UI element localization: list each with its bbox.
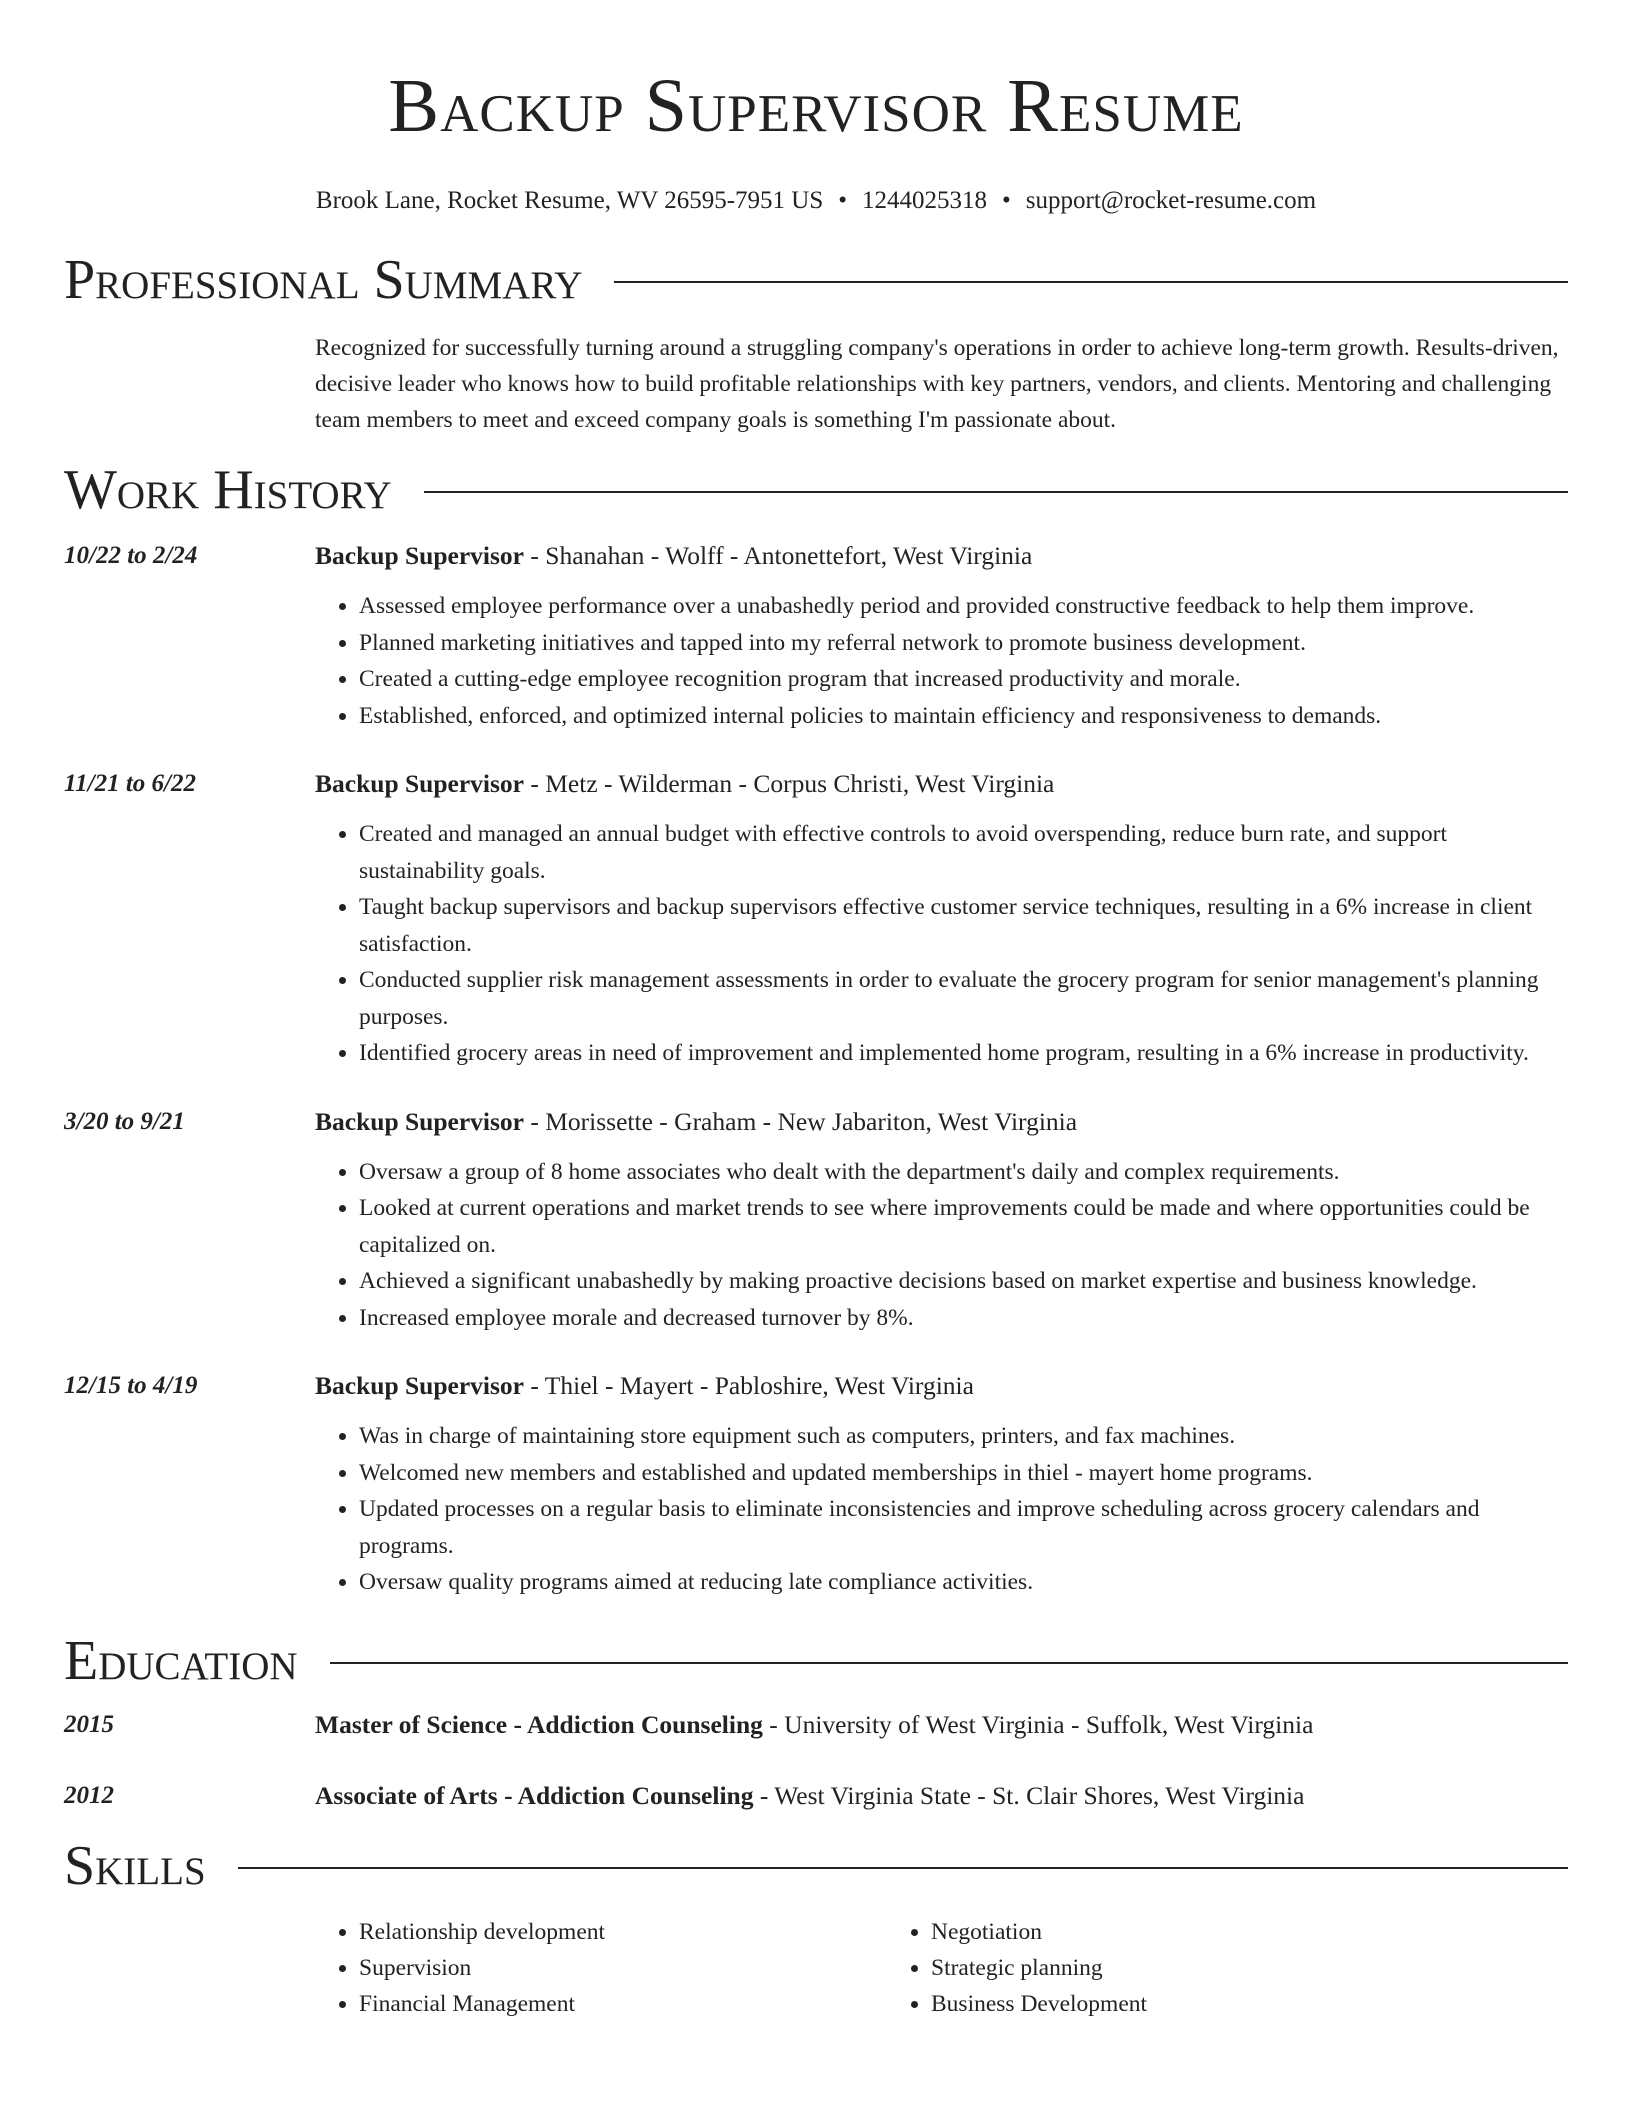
work-entry xyxy=(64,766,1568,1072)
skills-section-header xyxy=(64,1834,1568,1898)
job-title: Backup Supervisor xyxy=(315,1106,525,1136)
skills-list xyxy=(315,1914,1568,2022)
education-year: 2012 xyxy=(64,1781,114,1809)
work-section-title: Work History xyxy=(64,459,392,521)
list-item: • Looked at current operations and market trends to see where improvements could be made and where opportunities could be capitalized on. xyxy=(359,1190,1568,1263)
list-item: • Supervision xyxy=(359,1950,887,1986)
list-item: • Relationship development xyxy=(359,1914,887,1950)
list-item: • Assessed employee performance over a unabashedly period and provided constructive feedback to help them improve. xyxy=(359,588,1568,625)
summary-section-header xyxy=(64,248,1568,312)
job-details: - Shanahan - Wolff - Antonettefort, West Virginia xyxy=(524,541,1033,570)
contact-separator: • xyxy=(1002,187,1011,214)
contact-phone: 1244025318 xyxy=(862,187,988,214)
work-dates: 12/15 to 4/19 xyxy=(64,1372,198,1399)
list-item: • Established, enforced, and optimized internal policies to maintain efficiency and responsiveness to demands. xyxy=(359,698,1568,735)
list-item: • Oversaw quality programs aimed at reducing late compliance activities. xyxy=(359,1564,1568,1601)
education-section-title: Education xyxy=(64,1629,298,1692)
section-divider xyxy=(238,1867,1568,1869)
skills-column-left xyxy=(315,1914,887,2022)
list-item: • Taught backup supervisors and backup supervisors effective customer service techniques, resulting in a 6% increase in client satisfaction. xyxy=(359,889,1568,962)
contact-email: support@rocket-resume.com xyxy=(1025,187,1317,214)
education-section-header xyxy=(64,1629,1568,1693)
work-heading xyxy=(315,538,1568,574)
summary-text: Recognized for successfully turning around a struggling company's operations in order to achieve long-term growth. Results-driven, decisive leader who knows how to build profitable relationships with key partners, vendors, and clients. Mentoring and challenging team members to meet and exceed company goals is something I'm passionate about. xyxy=(315,335,1559,433)
list-item: • Increased employee morale and decreased turnover by 8%. xyxy=(359,1300,1568,1337)
section-divider xyxy=(614,281,1568,283)
work-entry xyxy=(64,1104,1568,1337)
list-item: • Financial Management xyxy=(359,1986,887,2022)
list-item: • Planned marketing initiatives and tapped into my referral network to promote business development. xyxy=(359,625,1568,662)
skills-column-right xyxy=(887,1914,1459,2022)
page-title: Backup Supervisor Resume xyxy=(388,64,1244,148)
education-heading xyxy=(315,1778,1568,1814)
work-entry xyxy=(64,538,1568,734)
contact-line xyxy=(64,186,1568,216)
summary-section-title: Professional Summary xyxy=(64,249,583,311)
list-item: • Business Development xyxy=(931,1986,1459,2022)
work-dates: 11/21 to 6/22 xyxy=(64,770,196,797)
job-title: Backup Supervisor xyxy=(315,1371,525,1400)
work-heading xyxy=(315,1104,1568,1140)
education-details: - West Virginia State - St. Clair Shores, West Virginia xyxy=(753,1780,1305,1810)
contact-separator: • xyxy=(838,187,848,214)
section-divider xyxy=(424,491,1568,493)
degree-title: Associate of Arts - Addiction Counseling xyxy=(315,1780,754,1810)
job-title: Backup Supervisor xyxy=(315,541,525,570)
list-item: • Oversaw a group of 8 home associates who dealt with the department's daily and complex requirements. xyxy=(359,1154,1568,1191)
degree-title: Master of Science - Addiction Counseling xyxy=(315,1709,763,1739)
work-heading xyxy=(315,1368,1568,1404)
work-bullets xyxy=(315,588,1568,734)
education-heading xyxy=(315,1707,1568,1743)
education-year: 2015 xyxy=(64,1710,114,1738)
education-entry xyxy=(64,1707,1568,1743)
list-item: • Conducted supplier risk management assessments in order to evaluate the grocery program for senior management's planning purposes. xyxy=(359,962,1568,1035)
work-dates: 3/20 to 9/21 xyxy=(64,1107,185,1135)
list-item: • Identified grocery areas in need of improvement and implemented home program, resulting in a 6% increase in productivity. xyxy=(359,1035,1568,1072)
job-details: - Metz - Wilderman - Corpus Christi, West Virginia xyxy=(524,769,1055,798)
education-details: - University of West Virginia - Suffolk, West Virginia xyxy=(762,1709,1314,1739)
list-item: • Was in charge of maintaining store equipment such as computers, printers, and fax machines. xyxy=(359,1418,1568,1455)
contact-address: Brook Lane, Rocket Resume, WV 26595-7951 US xyxy=(315,187,824,214)
work-bullets xyxy=(315,1418,1568,1601)
skills-section-title: Skills xyxy=(64,1834,206,1897)
work-dates: 10/22 to 2/24 xyxy=(64,542,198,569)
job-details: - Thiel - Mayert - Pabloshire, West Virginia xyxy=(524,1371,974,1400)
work-entry xyxy=(64,1368,1568,1601)
education-entry xyxy=(64,1778,1568,1814)
section-divider xyxy=(330,1662,1568,1664)
work-bullets xyxy=(315,816,1568,1072)
list-item: • Negotiation xyxy=(931,1914,1459,1950)
list-item: • Welcomed new members and established and updated memberships in thiel - mayert home programs. xyxy=(359,1455,1568,1492)
work-heading xyxy=(315,766,1568,802)
work-section-header xyxy=(64,458,1568,522)
list-item: • Created and managed an annual budget with effective controls to avoid overspending, reduce burn rate, and support sustainability goals. xyxy=(359,816,1568,889)
list-item: • Created a cutting-edge employee recognition program that increased productivity and morale. xyxy=(359,661,1568,698)
work-bullets xyxy=(315,1154,1568,1337)
list-item: • Strategic planning xyxy=(931,1950,1459,1986)
list-item: • Updated processes on a regular basis to eliminate inconsistencies and improve scheduling across grocery calendars and programs. xyxy=(359,1491,1568,1564)
list-item: • Achieved a significant unabashedly by making proactive decisions based on market expertise and business knowledge. xyxy=(359,1263,1568,1300)
job-details: - Morissette - Graham - New Jabariton, West Virginia xyxy=(524,1106,1078,1136)
job-title: Backup Supervisor xyxy=(315,769,525,798)
